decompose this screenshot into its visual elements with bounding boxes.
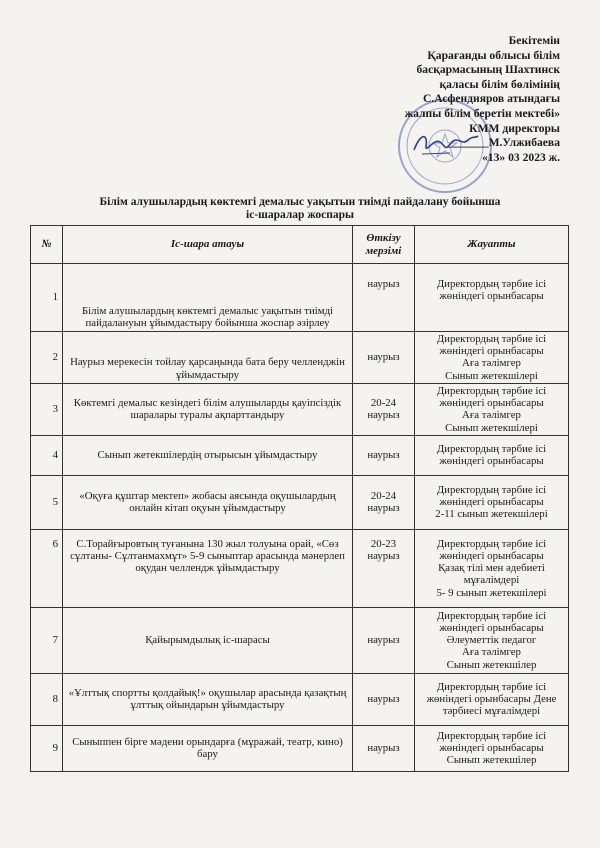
activity-name: Қайырымдылық іс-шарасы bbox=[63, 607, 353, 673]
approval-line: қаласы білім бөлімінің bbox=[439, 77, 560, 91]
header-activity-name: Іс-шара атауы bbox=[63, 226, 353, 264]
row-number: 7 bbox=[31, 607, 63, 673]
approval-line: КММ директоры bbox=[469, 121, 560, 135]
responsible-line: 2-11 сынып жетекшілері bbox=[435, 508, 548, 521]
row-number: 8 bbox=[31, 673, 63, 725]
row-number: 5 bbox=[31, 475, 63, 529]
approval-line: басқармасының Шахтинск bbox=[416, 63, 560, 77]
row-number: 2 bbox=[31, 332, 63, 384]
header-responsible: Жауапты bbox=[415, 226, 569, 264]
approval-line: Қарағанды облысы білім bbox=[427, 48, 560, 62]
header-date: Өткізу мерзімі bbox=[353, 226, 415, 264]
approval-line: жалпы білім беретін мектебі» bbox=[404, 106, 560, 120]
approval-line: Бекітемін bbox=[508, 34, 560, 47]
approval-date-month: 03 bbox=[508, 150, 520, 164]
row-number: 6 bbox=[31, 529, 63, 607]
responsible-line: Директордың тәрбие ісі жөніндегі орынбасары bbox=[436, 484, 547, 509]
title-line-1: Білім алушылардың көктемгі демалыс уақытын тиімді пайдалану бойынша bbox=[99, 196, 501, 208]
approval-date-year: 2023 ж. bbox=[522, 150, 560, 164]
responsible-line: Директордың тәрбие ісі жөніндегі орынбасары bbox=[436, 609, 547, 634]
activity-name: Сыныппен бірге мәдени орындарға (мұражай, театр, кино) бару bbox=[63, 725, 353, 771]
activity-date: наурыз bbox=[353, 673, 415, 725]
responsible-line: Директордың тәрбие ісі жөніндегі орынбасары bbox=[436, 333, 547, 358]
responsible-line: Сынып жетекшілер bbox=[446, 658, 537, 671]
responsible-line: Сынып жетекшілері bbox=[445, 421, 538, 434]
row-number: 1 bbox=[31, 264, 63, 332]
table-row bbox=[31, 607, 569, 673]
responsible-line: Қазақ тілі мен әдебиеті мұғалімдері bbox=[438, 562, 545, 587]
row-number: 9 bbox=[31, 725, 63, 771]
table-row bbox=[31, 725, 569, 771]
responsible-line: Директордың тәрбие ісі жөніндегі орынбасары bbox=[436, 278, 547, 303]
activity-date: наурыз bbox=[353, 725, 415, 771]
activity-date: наурыз bbox=[353, 435, 415, 475]
activity-date: наурыз bbox=[353, 332, 415, 384]
table-row bbox=[31, 383, 569, 435]
approval-line: С.Асфендияров атындағы bbox=[422, 92, 560, 106]
signer-line: _______М.Улжибаева bbox=[447, 136, 560, 150]
activity-name: Білім алушылардың көктемгі демалыс уақытын тиімді пайдалануын ұйымдастыру бойынша жоспар әзірлеу bbox=[63, 264, 353, 332]
responsible bbox=[415, 607, 569, 673]
responsible-line: Сынып жетекшілері bbox=[445, 369, 538, 382]
responsible-line: Директордың тәрбие ісі жөніндегі орынбасары bbox=[436, 537, 547, 563]
activity-date: 20-23 наурыз bbox=[353, 529, 415, 607]
activity-name: Наурыз мерекесін тойлау қарсаңында бата беру челленджін ұйымдастыру bbox=[63, 332, 353, 384]
activity-date: наурыз bbox=[353, 607, 415, 673]
table-row bbox=[31, 435, 569, 475]
responsible bbox=[415, 475, 569, 529]
responsible bbox=[415, 435, 569, 475]
director-signature bbox=[410, 128, 480, 160]
header-number: № bbox=[31, 226, 63, 264]
responsible bbox=[415, 673, 569, 725]
responsible-line: Директордың тәрбие ісі жөніндегі орынбасары bbox=[436, 730, 547, 755]
responsible-line: 5- 9 сынып жетекшілері bbox=[436, 586, 547, 599]
document-title bbox=[30, 196, 570, 222]
activity-plan-table bbox=[30, 225, 569, 772]
responsible-line: Аға тәлімгер bbox=[462, 646, 521, 659]
responsible bbox=[415, 264, 569, 332]
responsible-line: Аға тәлімгер bbox=[462, 409, 521, 422]
activity-name: «Ұлттық спортты қолдайық!» оқушылар арасында қазақтың ұлттық ойындарын ұйымдастыру bbox=[63, 673, 353, 725]
approval-date-day: «13» bbox=[482, 150, 506, 164]
table-row bbox=[31, 332, 569, 384]
responsible-line: Сынып жетекшілер bbox=[446, 754, 537, 767]
table-row bbox=[31, 475, 569, 529]
title-line-2: іс-шаралар жоспары bbox=[246, 209, 354, 221]
activity-date: наурыз bbox=[353, 264, 415, 332]
responsible-line: Директордың тәрбие ісі жөніндегі орынбасары bbox=[436, 384, 547, 410]
activity-name: «Оқуға құштар мектеп» жобасы аясында оқушылардың онлайн кітап оқуын ұйымдастыру bbox=[63, 475, 353, 529]
responsible-line: Аға тәлімгер bbox=[462, 357, 521, 370]
row-number: 3 bbox=[31, 383, 63, 435]
activity-date: 20-24 наурыз bbox=[353, 475, 415, 529]
responsible bbox=[415, 725, 569, 771]
activity-name: Сынып жетекшілердің отырысын ұйымдастыру bbox=[63, 435, 353, 475]
responsible bbox=[415, 383, 569, 435]
table-header-row bbox=[31, 226, 569, 264]
responsible bbox=[415, 332, 569, 384]
activity-name: С.Торайғыровтың туғанына 130 жыл толуына орай, «Сөз сұлтаны- Сұлтанмахмұт» 5-9 сыныптар арасында мәнерлеп оқудан челлендж ұйымдастыру bbox=[63, 529, 353, 607]
responsible-line: Директордың тәрбие ісі жөніндегі орынбасары bbox=[436, 443, 547, 468]
responsible-line: Әлеуметтік педагог bbox=[446, 634, 537, 647]
activity-date: 20-24 наурыз bbox=[353, 383, 415, 435]
table-row bbox=[31, 264, 569, 332]
responsible-line: Директордың тәрбие ісі жөніндегі орынбасары Дене тәрбиесі мұғалімдері bbox=[426, 681, 557, 718]
table-row bbox=[31, 529, 569, 607]
table-row bbox=[31, 673, 569, 725]
row-number: 4 bbox=[31, 435, 63, 475]
responsible bbox=[415, 529, 569, 607]
activity-name: Көктемгі демалыс кезіндегі білім алушыларды қауіпсіздік шаралары туралы ақпарттандыру bbox=[63, 383, 353, 435]
